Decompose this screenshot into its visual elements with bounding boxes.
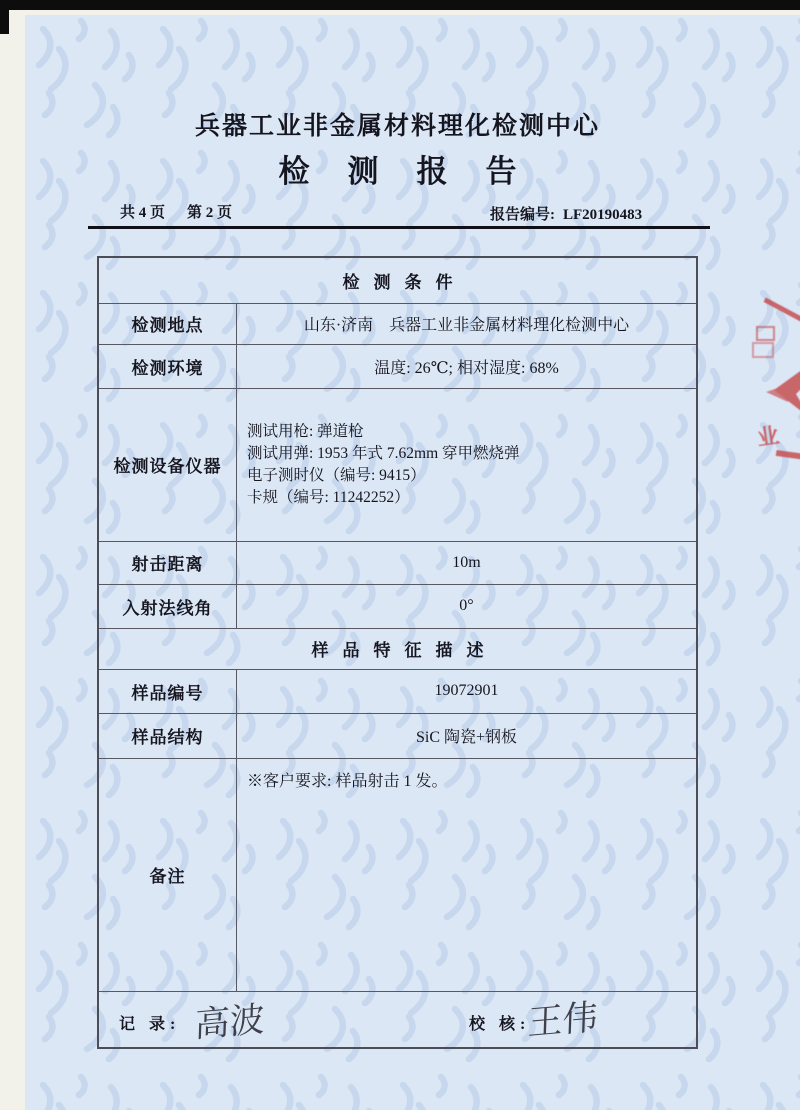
equipment-line: 测试用弹: 1953 年式 7.62mm 穿甲燃烧弹 [247,444,520,462]
report-number [490,203,642,224]
row-label: 样品编号 [99,670,237,713]
seal-character-fragment [752,342,774,358]
equipment-line: 电子测时仪（编号: 9415） [247,466,426,484]
row-value: 温度: 26℃; 相对湿度: 68% [374,359,559,377]
section-sample-description: 样品特征描述 [99,628,696,669]
equipment-line: 测试用枪: 弹道枪 [247,422,364,440]
seal-stroke [776,450,800,460]
report-number-value: LF20190483 [563,207,643,223]
red-seal-stamp [750,300,800,480]
equipment-line: 卡规（编号: 11242252） [247,488,410,506]
row-test-environment [99,344,696,388]
doc-title: 检测报告 [278,154,555,189]
seal-star-icon [760,362,800,424]
row-shooting-distance [99,541,696,584]
row-label: 检测环境 [99,345,237,388]
row-test-location [99,303,696,344]
row-value: ※客户要求: 样品射击 1 发。 [247,772,448,790]
row-value: SiC 陶瓷+钢板 [415,729,518,747]
row-value: 山东·济南 兵器工业非金属材料理化检测中心 [303,317,630,335]
row-label: 射击距离 [99,542,237,584]
section-test-conditions: 检测条件 [342,272,467,292]
row-label: 检测地点 [99,304,237,344]
check-label: 校 核: [469,1015,531,1033]
row-label: 备注 [99,759,237,991]
row-remarks [99,758,696,991]
report-table [97,256,698,1049]
pages-total: 共 4 页 [120,205,166,221]
row-sample-number [99,669,696,713]
report-number-label: 报告编号: [490,207,555,223]
row-signatures [99,991,696,1047]
seal-partial-text: 业 [755,422,781,451]
row-label: 样品结构 [99,714,237,758]
seal-character-fragment [756,326,775,341]
row-value: 10m [452,553,481,571]
page-title: 兵器工业非金属材料理化检测中心 [194,113,600,140]
record-signature: 高波 [194,999,266,1045]
page-current: 第 2 页 [187,205,233,221]
row-value: 0° [459,597,474,615]
row-test-equipment [99,388,696,541]
row-label: 入射法线角 [99,585,237,628]
header-rule [88,226,710,229]
row-value [237,389,696,541]
row-label: 检测设备仪器 [99,389,237,541]
check-signature: 王伟 [527,997,599,1043]
seal-stroke [764,297,800,323]
row-sample-structure [99,713,696,758]
row-incidence-angle [99,584,696,628]
row-value: 19072901 [434,682,499,700]
page-count [120,201,232,222]
record-label: 记 录: [119,1015,181,1033]
